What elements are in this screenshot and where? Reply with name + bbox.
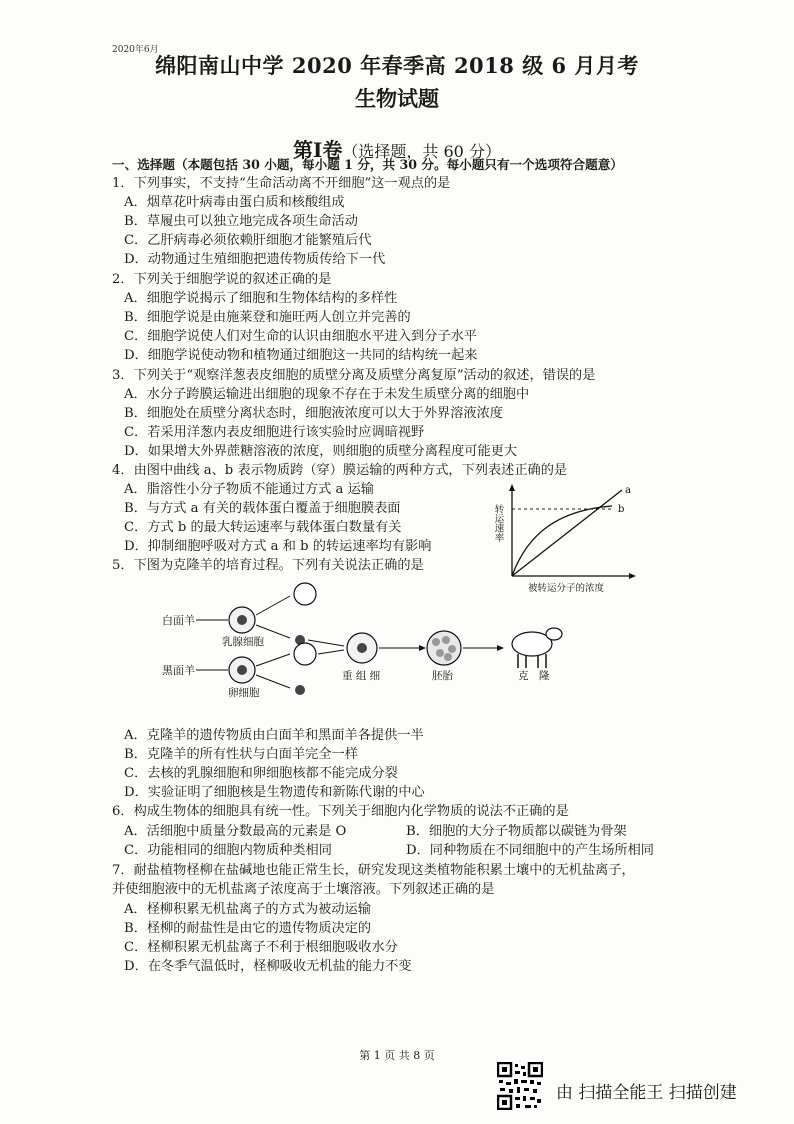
question-option: D．同种物质在不同细胞中的产生场所相同 (406, 843, 654, 858)
question-option: A．活细胞中质量分数最高的元素是 O (124, 824, 347, 839)
question-option: D．细胞学说使动物和植物通过细胞这一共同的结构统一起来 (124, 348, 478, 363)
x-axis-label: 被转运分子的浓度 (528, 583, 605, 594)
clone-sheep-icon (512, 628, 562, 668)
question-option: B．细胞处在质壁分离状态时，细胞液浓度可以大于外界溶液浓度 (124, 406, 503, 421)
page-number: 第 1 页 共 8 页 (359, 1049, 435, 1062)
question-option: A．脂溶性小分子物质不能通过方式 a 运输 (124, 482, 374, 497)
question-option: C．功能相同的细胞内物质种类相同 (124, 843, 332, 858)
egg-nucleus (295, 685, 305, 695)
recombinant-cell-label: 重 组 细 (342, 670, 381, 682)
x-axis-arrow (629, 573, 636, 579)
nucleus (237, 615, 247, 625)
question-stem: 3．下列关于“观察洋葱表皮细胞的质壁分离及质壁分离复原”活动的叙述，错误的是 (112, 368, 596, 383)
curve-a-label: a (625, 485, 631, 496)
question-option: D．动物通过生殖细胞把遗传物质传给下一代 (124, 252, 386, 267)
question-option: D．抑制细胞呼吸对方式 a 和 b 的转运速率均有影响 (124, 539, 432, 554)
enucleated-egg (294, 643, 316, 665)
question-option: A．柽柳积累无机盐离子的方式为被动运输 (124, 902, 371, 917)
question-stem: 7．耐盐植物柽柳在盐碱地也能正常生长，研究发现这类植物能积累土壤中的无机盐离子， (112, 863, 635, 878)
arrow (318, 650, 344, 654)
embryo-label: 胚胎 (432, 670, 453, 682)
question-option: D．在冬季气温低时，柽柳吸收无机盐的能力不变 (124, 959, 412, 974)
qr-code-icon (497, 1062, 543, 1110)
question-option: B．柽柳的耐盐性是由它的遗传物质决定的 (124, 921, 372, 936)
enucleated-cell (294, 583, 316, 605)
question-option: B．与方式 a 有关的载体蛋白覆盖于细胞膜表面 (124, 501, 401, 516)
egg-cell-label: 卵细胞 (228, 687, 260, 699)
question-stem: 4．由图中曲线 a、b 表示物质跨（穿）膜运输的两种方式，下列表述正确的是 (112, 463, 568, 478)
section-note: （选择题，共 60 分） (342, 142, 501, 161)
arrowhead (497, 645, 504, 651)
embryo-cell (442, 636, 450, 644)
clone-sheep-diagram (150, 578, 580, 702)
question-option: C．乙肝病毒必须依赖肝细胞才能繁殖后代 (124, 233, 372, 248)
section-title: 第Ⅰ卷 (293, 138, 343, 162)
y-axis-label: 转运速率 (492, 504, 504, 542)
white-sheep-label: 白面羊 (162, 614, 195, 627)
curve-b-label: b (618, 504, 625, 515)
corner-note: 2020年6月 (112, 45, 159, 55)
question-option: B．草履虫可以独立地完成各项生命活动 (124, 214, 358, 229)
embryo (427, 631, 461, 665)
arrow (256, 675, 290, 688)
arrowhead (419, 645, 426, 651)
arrow (256, 654, 290, 666)
question-option: C．若采用洋葱内表皮细胞进行该实验时应调暗视野 (124, 425, 425, 440)
y-axis-arrow (509, 484, 515, 491)
question-option: B．克隆羊的所有性状与白面羊完全一样 (124, 747, 358, 762)
question-stem: 1．下列事实，不支持“生命活动离不开细胞”这一观点的是 (112, 176, 451, 191)
question-option: B．细胞的大分子物质都以碳链为骨架 (406, 824, 627, 839)
embryo-cell (448, 645, 456, 653)
scanner-watermark: 由 扫描全能王 扫描创建 (556, 1083, 737, 1103)
instructions: 一、选择题（本题包括 30 小题，每小题 1 分，共 30 分。每小题只有一个选项符合题意） (112, 157, 623, 172)
question-stem-continued: 并使细胞液中的无机盐离子浓度高于土壤溶液。下列叙述正确的是 (112, 882, 495, 897)
embryo-cell (436, 649, 444, 657)
arrow (256, 596, 290, 615)
mammary-cell-label: 乳腺细胞 (222, 636, 264, 648)
exam-subtitle: 生物试题 (355, 86, 439, 111)
curve-a (512, 490, 625, 576)
embryo-cell (432, 638, 440, 646)
arrow (308, 640, 344, 646)
question-option: C．细胞学说使人们对生命的认识由细胞水平进入到分子水平 (124, 329, 477, 344)
question-option: B．细胞学说是由施莱登和施旺两人创立并完善的 (124, 310, 411, 325)
question-stem: 5．下图为克隆羊的培育过程。下列有关说法正确的是 (112, 558, 424, 573)
embryo-cell (444, 653, 452, 661)
question-option: A．克隆羊的遗传物质由白面羊和黑面羊各提供一半 (124, 728, 424, 743)
clone-label: 克 隆 (518, 670, 550, 682)
question-stem: 6．构成生物体的细胞具有统一性。下列关于细胞内化学物质的说法不正确的是 (112, 804, 569, 819)
nucleus (237, 665, 247, 675)
question-stem: 2．下列关于细胞学说的叙述正确的是 (112, 272, 332, 287)
question-option: C．方式 b 的最大转运速率与载体蛋白数量有关 (124, 520, 402, 535)
question-option: D．如果增大外界蔗糖溶液的浓度，则细胞的质壁分离程度可能更大 (124, 444, 518, 459)
question-option: C．柽柳积累无机盐离子不利于根细胞吸收水分 (124, 940, 398, 955)
question-option: A．水分子跨膜运输进出细胞的现象不存在于未发生质壁分离的细胞中 (124, 387, 530, 402)
question-option: A．烟草花叶病毒由蛋白质和核酸组成 (124, 195, 345, 210)
exam-title: 绵阳南山中学 2020 年春季高 2018 级 6 月月考 (155, 53, 639, 78)
question-option: D．实验证明了细胞核是生物遗传和新陈代谢的中心 (124, 785, 425, 800)
question-option: C．去核的乳腺细胞和卵细胞核都不能完成分裂 (124, 766, 398, 781)
nucleus (357, 643, 367, 653)
black-sheep-label: 黑面羊 (162, 664, 195, 677)
question-option: A．细胞学说揭示了细胞和生物体结构的多样性 (124, 291, 398, 306)
curve-b (512, 506, 612, 576)
